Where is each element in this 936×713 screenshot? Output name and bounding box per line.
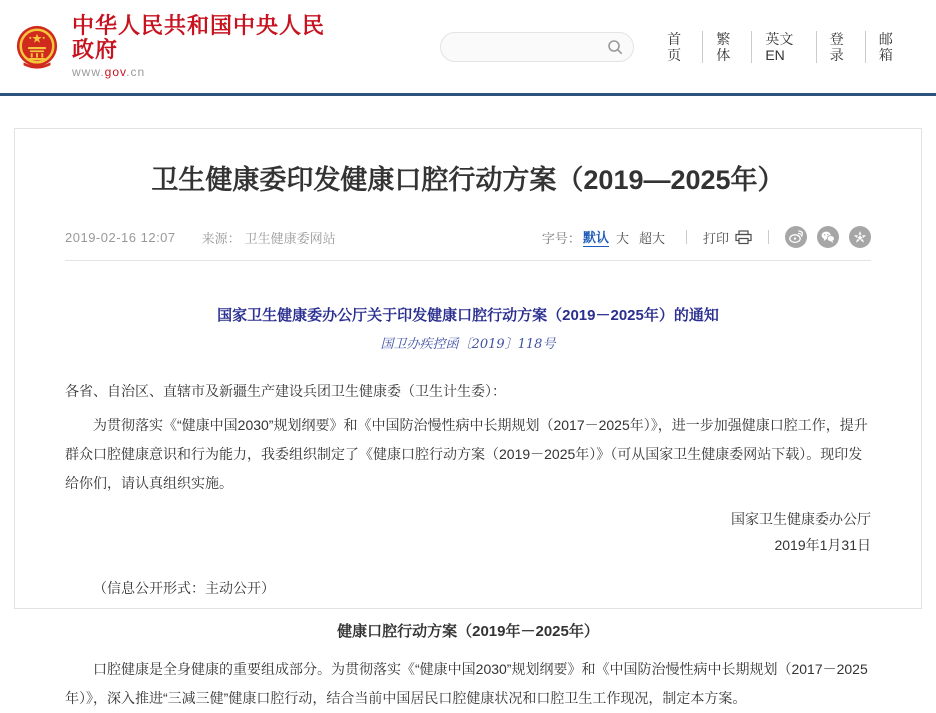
font-size-xlarge-button[interactable]: 超大 <box>638 230 665 246</box>
site-url-prefix: www. <box>72 65 105 79</box>
nav-home[interactable]: 首页 <box>667 30 682 63</box>
meta-divider <box>65 260 871 261</box>
nav-english[interactable]: 英文EN <box>751 31 815 63</box>
favorite-star-icon[interactable] <box>849 226 871 248</box>
nav-traditional[interactable]: 繁体 <box>702 31 751 63</box>
font-size-default-button[interactable]: 默认 <box>583 227 609 247</box>
source-link[interactable]: 卫生健康委网站 <box>244 230 336 246</box>
search-input[interactable] <box>431 34 607 60</box>
article-card <box>14 128 922 706</box>
wechat-share-icon[interactable] <box>817 226 839 248</box>
sign-date: 2019年1月31日 <box>774 537 871 553</box>
article-meta-left <box>65 228 336 247</box>
signature-block <box>65 506 871 558</box>
site-title: 中华人民共和国中央人民政府 <box>72 13 326 62</box>
top-nav <box>654 31 914 63</box>
notice-title: 国家卫生健康委办公厅关于印发健康口腔行动方案（2019－2025年）的通知 <box>217 307 719 324</box>
source-label: 来源： <box>201 230 241 246</box>
article-meta-tools <box>542 226 871 248</box>
header-divider-bar <box>0 93 936 96</box>
printer-icon <box>735 230 752 245</box>
print-label: 打印 <box>702 230 729 246</box>
disclosure-note: （信息公开形式：主动公开） <box>93 580 275 596</box>
plan-intro-paragraph: 口腔健康是全身健康的重要组成部分。为贯彻落实《“健康中国2030”规划纲要》和《中国防治慢性病中长期规划（2017－2025年）》，深入推进“三减三健”健康口腔行动，结合当前中国居民口腔健康状况和口腔卫生工作现况，制定本方案。 <box>65 661 868 706</box>
site-url <box>72 65 330 79</box>
page-title: 卫生健康委印发健康口腔行动方案（2019—2025年） <box>151 165 785 195</box>
nav-mail[interactable]: 邮箱 <box>865 31 914 63</box>
print-button[interactable] <box>703 228 752 247</box>
notice-paragraph: 为贯彻落实《“健康中国2030”规划纲要》和《中国防治慢性病中长期规划（2017－2025年）》，进一步加强健康口腔工作，提升群众口腔健康意识和行为能力，我委组织制定了《健康口腔行动方案（2019－2025年）》（可从国家卫生健康委网站下载）。现印发给你们，请认真组织实施。 <box>65 417 868 491</box>
site-url-suffix: .cn <box>126 65 146 79</box>
font-size-label: 字号： <box>541 230 581 246</box>
site-logo[interactable] <box>14 14 330 79</box>
search-icon[interactable] <box>607 39 623 55</box>
salutation: 各省、自治区、直辖市及新疆生产建设兵团卫生健康委（卫生计生委）： <box>65 383 506 399</box>
signer: 国家卫生健康委办公厅 <box>731 511 871 527</box>
plan-title: 健康口腔行动方案（2019年－2025年） <box>337 623 599 640</box>
nav-login[interactable]: 登录 <box>816 31 865 63</box>
font-size-large-button[interactable]: 大 <box>615 230 629 246</box>
site-header <box>0 0 936 93</box>
share-icons <box>785 226 871 248</box>
article-meta-row <box>65 226 871 248</box>
national-emblem-icon <box>14 24 60 70</box>
publish-date: 2019-02-16 12:07 <box>65 229 176 245</box>
document-number: 国卫办疾控函〔2019〕118号 <box>380 337 556 352</box>
article-body <box>65 304 871 713</box>
site-url-gov: gov <box>104 65 127 79</box>
meta-separator <box>686 230 687 244</box>
weibo-share-icon[interactable] <box>785 226 807 248</box>
meta-separator <box>768 230 769 244</box>
search-box[interactable] <box>440 32 634 62</box>
